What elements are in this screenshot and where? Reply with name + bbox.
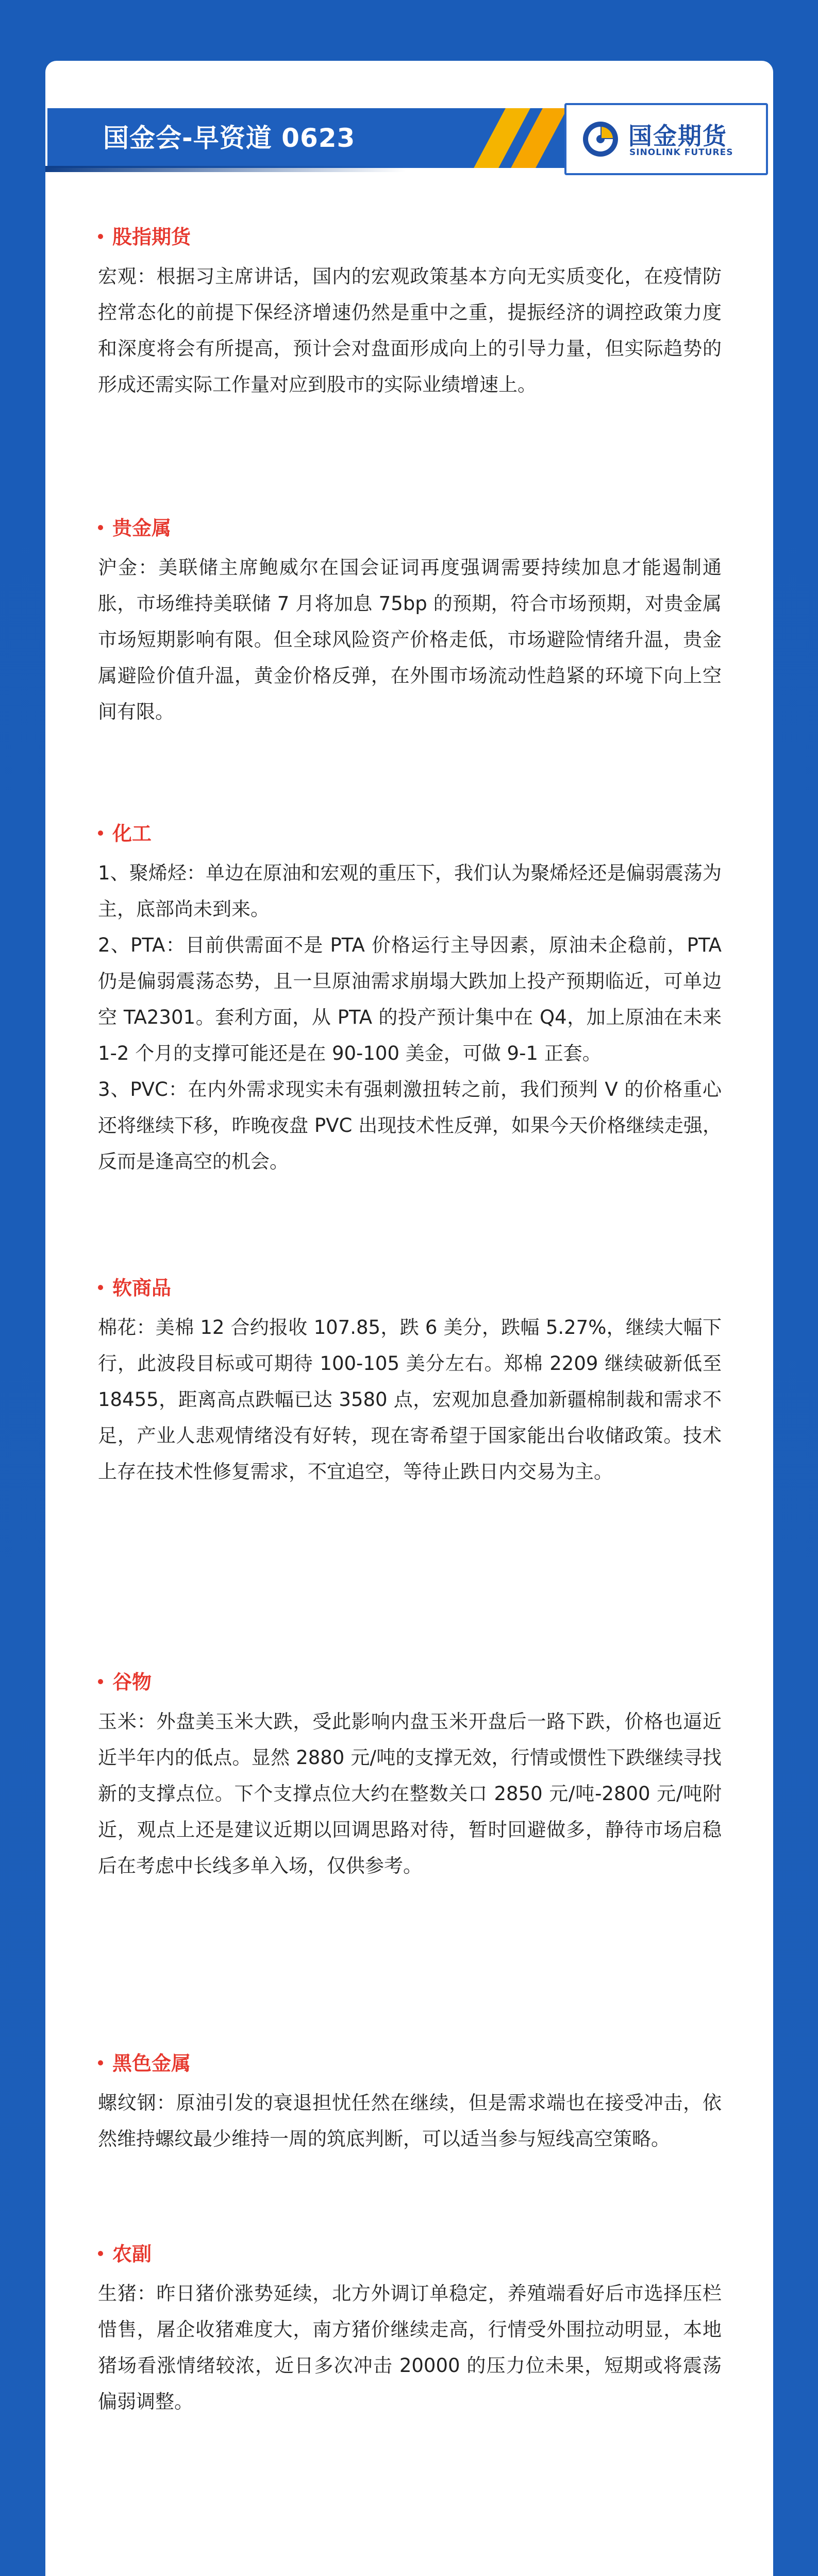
logo-en-text: SINOLINK FUTURES: [629, 147, 733, 158]
bullet-icon: [98, 2251, 103, 2256]
logo-cn-text: 国金期货: [628, 122, 727, 150]
section-paragraph: 玉米：外盘美玉米大跌，受此影响内盘玉米开盘后一路下跌，价格也逼近近半年内的低点。显然 2880 元/吨的支撑无效，行情或惯性下跌继续寻找新的支撑点位。下个支撑点位大约在整数关口 2850 元/吨-2800 元/吨附近，观点上还是建议近期以回调思路对待，暂时回避做多，静待市场启稳后在考虑中长线多单入场，仅供参考。: [98, 1710, 722, 1877]
section-title-text: 谷物: [112, 1671, 152, 1693]
section-precious-metals: [98, 513, 722, 730]
bullet-icon: [98, 831, 103, 836]
bullet-icon: [98, 1285, 103, 1290]
page-title: 国金会-早资道 0623: [103, 123, 356, 153]
section-chemicals: [98, 818, 722, 1180]
sinolink-logo-icon: [581, 120, 620, 159]
bullet-icon: [98, 525, 103, 530]
section-paragraph: 生猪：昨日猪价涨势延续，北方外调订单稳定，养殖端看好后市选择压栏惜售，屠企收猪难度大，南方猪价继续走高，行情受外围拉动明显，本地猪场看涨情绪较浓，近日多次冲击 20000 的压力位未果，短期或将震荡偏弱调整。: [98, 2282, 722, 2413]
bullet-icon: [98, 2060, 103, 2065]
section-paragraph: 沪金：美联储主席鲍威尔在国会证词再度强调需要持续加息才能遏制通胀，市场维持美联储 7 月将加息 75bp 的预期，符合市场预期，对贵金属市场短期影响有限。但全球风险资产价格走低，市场避险情绪升温，贵金属避险价值升温，黄金价格反弹，在外围市场流动性趋紧的环境下向上空间有限。: [98, 556, 722, 723]
section-paragraph: 宏观：根据习主席讲话，国内的宏观政策基本方向无实质变化，在疫情防控常态化的前提下保经济增速仍然是重中之重，提振经济的调控政策力度和深度将会有所提高，预计会对盘面形成向上的引导力量，但实际趋势的形成还需实际工作量对应到股市的实际业绩增速上。: [98, 265, 722, 396]
brand-logo: [564, 103, 768, 175]
section-title-text: 股指期货: [112, 226, 191, 248]
section-soft-commodities: [98, 1273, 722, 1490]
section-paragraph: 棉花：美棉 12 合约报收 107.85，跌 6 美分，跌幅 5.27%，继续大幅下行，此波段目标或可期待 100-105 美分左右。郑棉 2209 继续破新低至 18455，距离高点跌幅已达 3580 点，宏观加息叠加新疆棉制裁和需求不足，产业人悲观情绪没有好转，现在寄希望于国家能出台收储政策。技术上存在技术性修复需求，不宜追空，等待止跌日内交易为主。: [98, 1316, 722, 1483]
bullet-icon: [98, 234, 103, 239]
section-title-text: 化工: [112, 822, 152, 845]
section-title: [98, 818, 722, 849]
section-title-text: 贵金属: [112, 517, 172, 539]
section-paragraph: 螺纹钢：原油引发的衰退担忧任然在继续，但是需求端也在接受冲击，依然维持螺纹最少维持一周的筑底判断，可以适当参与短线高空策略。: [98, 2092, 722, 2150]
section-stock-index: [98, 222, 722, 403]
section-title: [98, 2048, 722, 2079]
section-title: [98, 1273, 722, 1303]
section-grains: [98, 1667, 722, 1884]
section-title-text: 黑色金属: [112, 2052, 191, 2075]
section-paragraph: 1、聚烯烃：单边在原油和宏观的重压下，我们认为聚烯烃还是偏弱震荡为主，底部尚未到来。: [98, 862, 722, 920]
section-title: [98, 513, 722, 544]
section-title-text: 农副: [112, 2243, 152, 2265]
section-agricultural: [98, 2239, 722, 2420]
section-title-text: 软商品: [112, 1277, 172, 1299]
section-paragraph: 3、PVC：在内外需求现实未有强刺激扭转之前，我们预判 V 的价格重心还将继续下移，昨晚夜盘 PVC 出现技术性反弹，如果今天价格继续走强，反而是逢高空的机会。: [98, 1078, 722, 1173]
section-paragraph: 2、PTA：目前供需面不是 PTA 价格运行主导因素，原油未企稳前，PTA 仍是偏弱震荡态势，且一旦原油需求崩塌大跌加上投产预期临近，可单边空 TA2301。套利方面，从 PTA 的投产预计集中在 Q4，加上原油在未来 1-2 个月的支撑可能还是在 90-100 美金，可做 9-1 正套。: [98, 934, 722, 1064]
section-title: [98, 222, 722, 252]
bullet-icon: [98, 1679, 103, 1684]
section-ferrous-metals: [98, 2048, 722, 2157]
section-title: [98, 2239, 722, 2269]
header-shadow: [45, 166, 406, 172]
section-title: [98, 1667, 722, 1698]
